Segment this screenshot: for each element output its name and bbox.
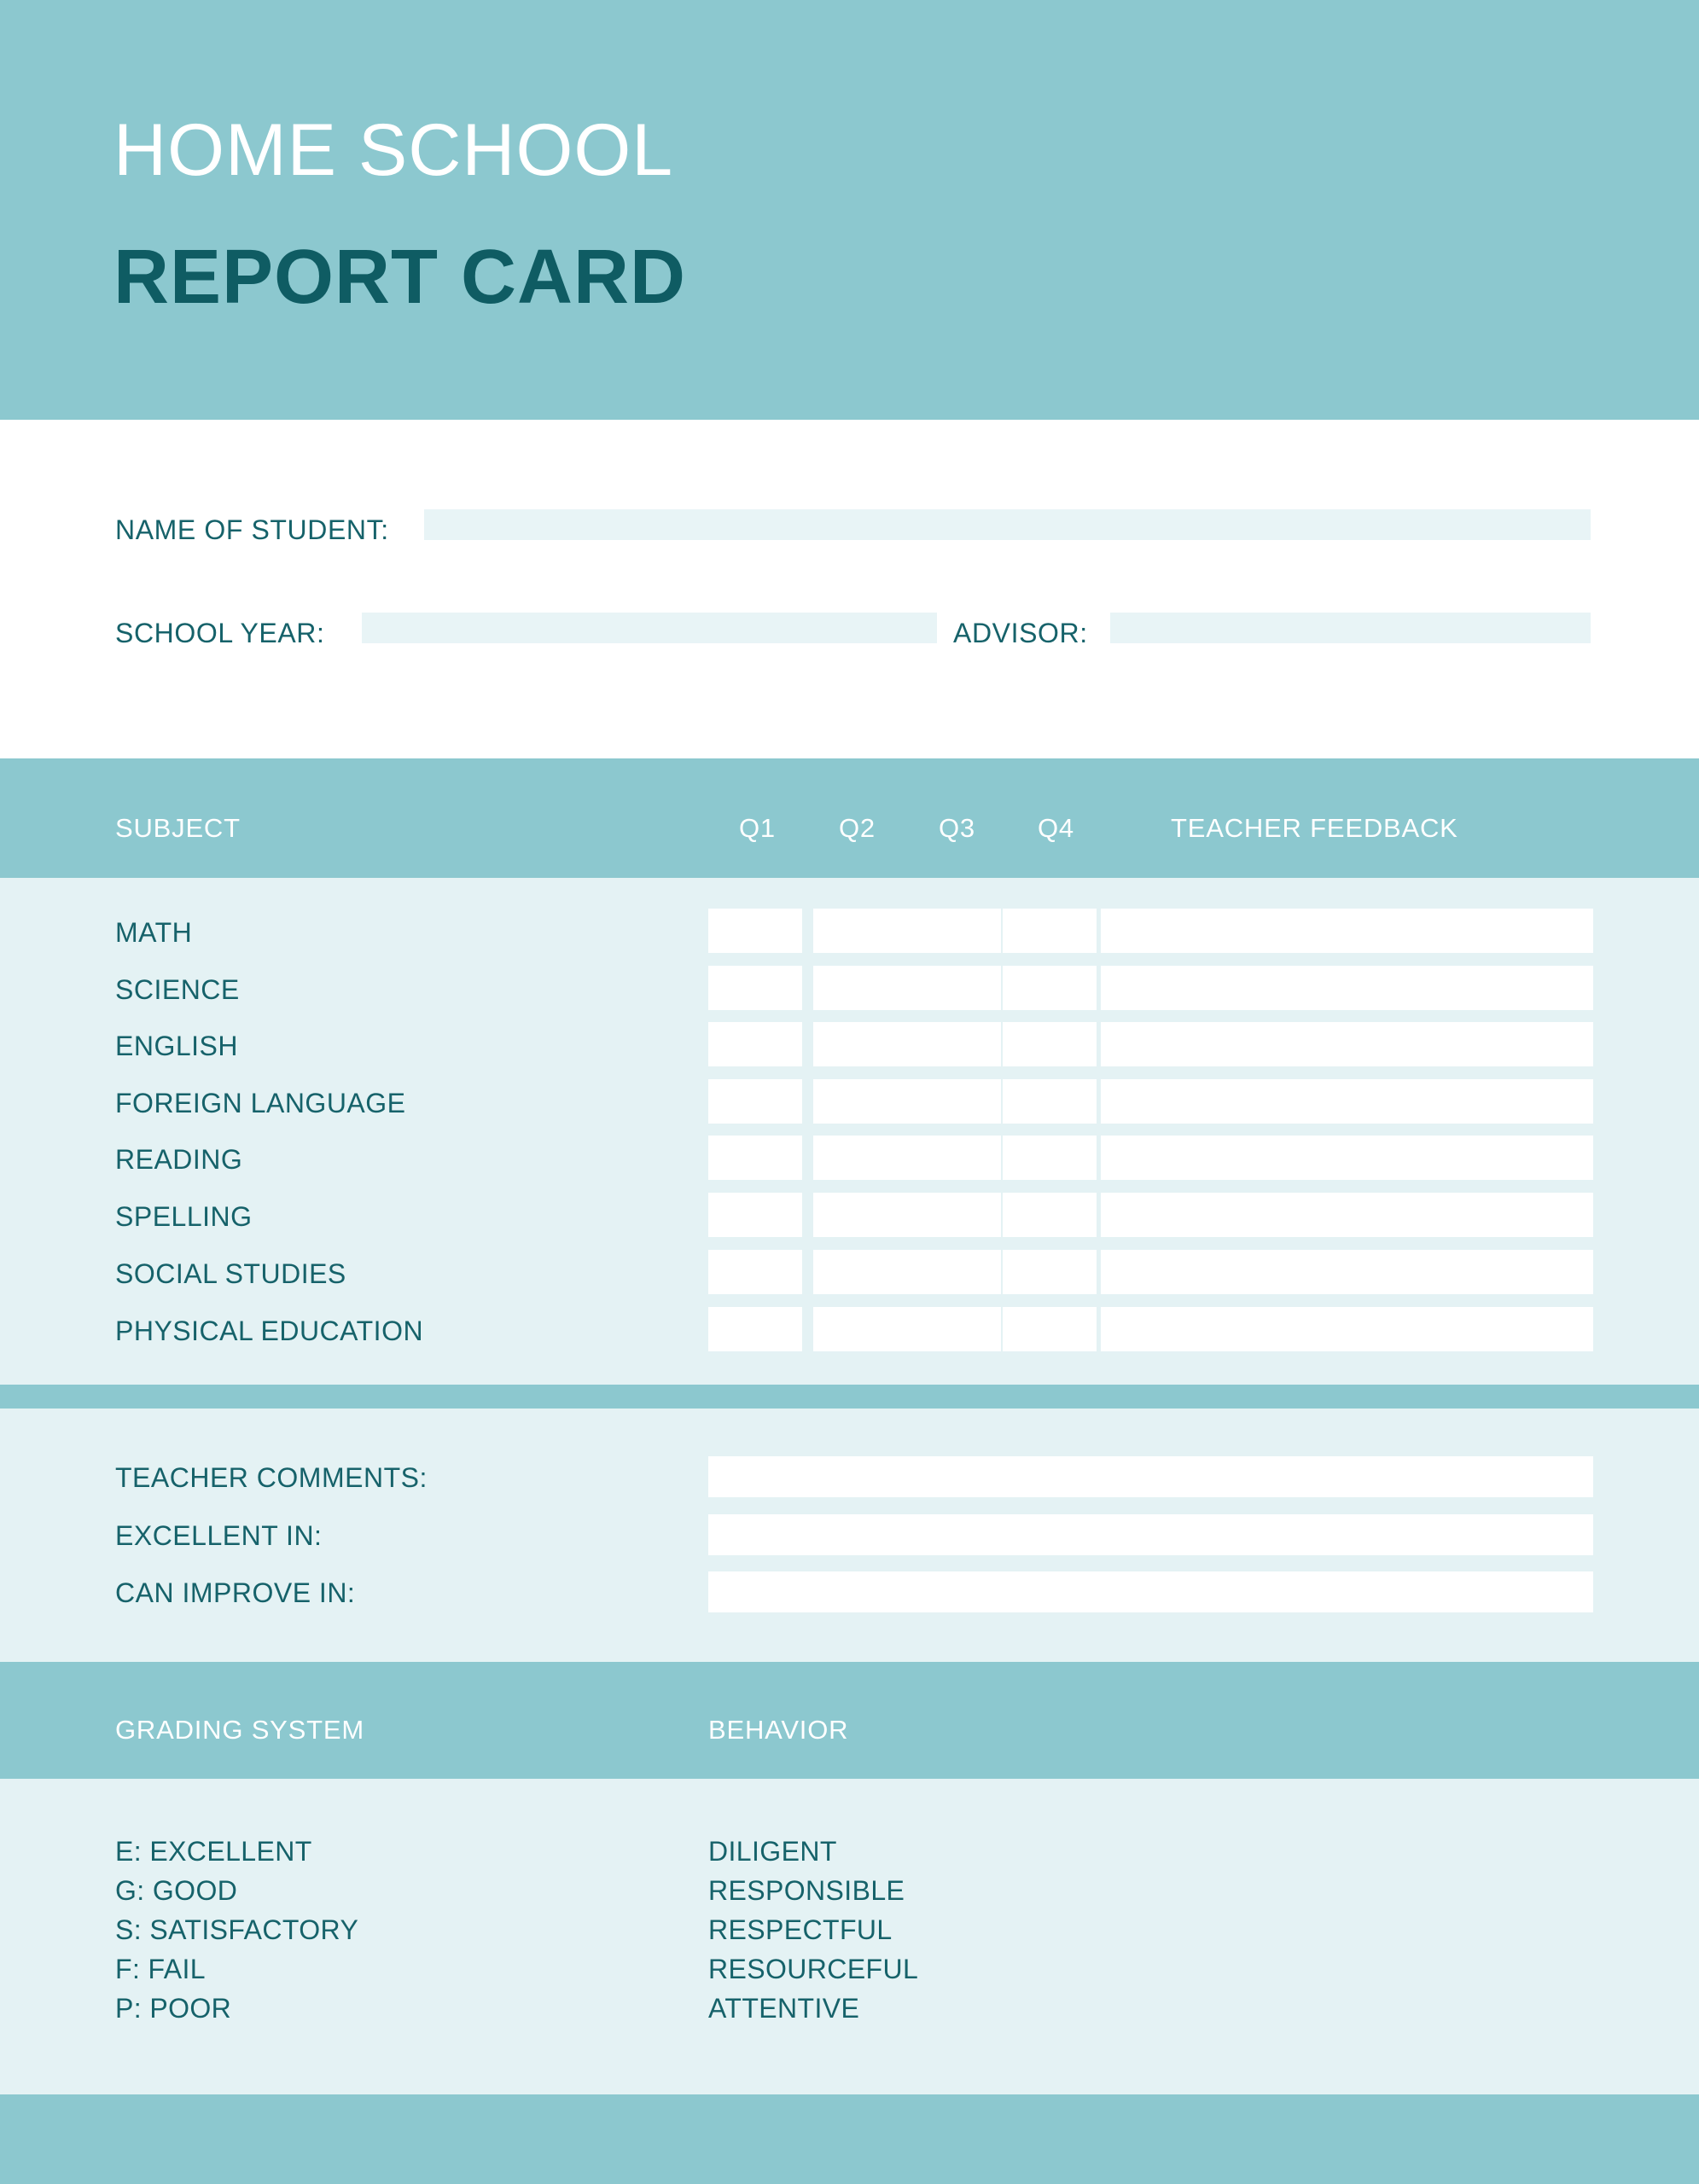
school-year-input[interactable]: [362, 613, 937, 643]
page-title-line1: HOME SCHOOL: [113, 109, 674, 191]
column-header-subject: SUBJECT: [115, 813, 241, 843]
grade-input-q1[interactable]: [708, 1193, 802, 1237]
teacher-feedback-input[interactable]: [1101, 1307, 1593, 1351]
column-header-q2: Q2: [839, 813, 876, 843]
page-title-line2: REPORT CARD: [113, 235, 687, 320]
teacher-feedback-input[interactable]: [1101, 1136, 1593, 1180]
grade-input-q3[interactable]: [907, 966, 1001, 1010]
can-improve-in-label: CAN IMPROVE IN:: [115, 1577, 356, 1608]
legend-body: [0, 1779, 1699, 2094]
grade-input-q2[interactable]: [813, 1307, 907, 1351]
grade-input-q1[interactable]: [708, 1022, 802, 1066]
advisor-label: ADVISOR:: [953, 618, 1088, 648]
subject-label: SCIENCE: [115, 974, 240, 1005]
grade-input-q2[interactable]: [813, 966, 907, 1010]
grades-table-header: [0, 758, 1699, 878]
comments-section: [0, 1409, 1699, 1662]
teacher-feedback-input[interactable]: [1101, 1250, 1593, 1294]
grading-system-list: [115, 1832, 358, 2028]
table-row: [0, 966, 1699, 1023]
column-header-q1: Q1: [739, 813, 776, 843]
grade-input-q4[interactable]: [1003, 1022, 1097, 1066]
behavior-title: BEHAVIOR: [708, 1715, 849, 1745]
list-item: RESPONSIBLE: [708, 1875, 905, 1906]
subject-label: FOREIGN LANGUAGE: [115, 1088, 406, 1118]
list-item: E: EXCELLENT: [115, 1836, 312, 1867]
table-row: [0, 909, 1699, 966]
grade-input-q1[interactable]: [708, 909, 802, 953]
teacher-comments-label: TEACHER COMMENTS:: [115, 1462, 428, 1493]
grade-input-q1[interactable]: [708, 1307, 802, 1351]
subject-label: ENGLISH: [115, 1031, 238, 1061]
subject-label: PHYSICAL EDUCATION: [115, 1316, 424, 1346]
grade-input-q3[interactable]: [907, 1022, 1001, 1066]
grade-input-q2[interactable]: [813, 1193, 907, 1237]
teacher-feedback-input[interactable]: [1101, 909, 1593, 953]
table-row: [0, 1250, 1699, 1307]
list-item: P: POOR: [115, 1993, 232, 2024]
grade-input-q2[interactable]: [813, 1250, 907, 1294]
grade-input-q4[interactable]: [1003, 1079, 1097, 1124]
grade-input-q3[interactable]: [907, 1193, 1001, 1237]
grade-input-q1[interactable]: [708, 1250, 802, 1294]
can-improve-in-input[interactable]: [708, 1571, 1593, 1612]
grade-input-q1[interactable]: [708, 966, 802, 1010]
list-item: G: GOOD: [115, 1875, 238, 1906]
grade-input-q3[interactable]: [907, 1079, 1001, 1124]
grade-input-q4[interactable]: [1003, 1193, 1097, 1237]
student-name-label: NAME OF STUDENT:: [115, 514, 389, 545]
grade-input-q2[interactable]: [813, 1136, 907, 1180]
table-row: [0, 1079, 1699, 1136]
subject-label: SOCIAL STUDIES: [115, 1258, 346, 1289]
grade-input-q4[interactable]: [1003, 1307, 1097, 1351]
grade-input-q4[interactable]: [1003, 1136, 1097, 1180]
subject-label: SPELLING: [115, 1201, 253, 1232]
grade-input-q4[interactable]: [1003, 909, 1097, 953]
grading-system-title: GRADING SYSTEM: [115, 1715, 364, 1745]
table-row: [0, 1136, 1699, 1193]
student-name-input[interactable]: [424, 509, 1591, 540]
subject-label: MATH: [115, 917, 193, 948]
teacher-feedback-input[interactable]: [1101, 966, 1593, 1010]
grade-input-q1[interactable]: [708, 1136, 802, 1180]
list-item: ATTENTIVE: [708, 1993, 860, 2024]
legend-header: [0, 1662, 1699, 1779]
school-year-label: SCHOOL YEAR:: [115, 618, 325, 648]
grade-input-q3[interactable]: [907, 909, 1001, 953]
excellent-in-label: EXCELLENT IN:: [115, 1520, 323, 1551]
grade-input-q4[interactable]: [1003, 966, 1097, 1010]
table-row: [0, 1307, 1699, 1364]
column-header-teacher-feedback: TEACHER FEEDBACK: [1171, 813, 1458, 843]
behavior-list: [708, 1832, 918, 2028]
student-info-section: [0, 420, 1699, 758]
list-item: RESPECTFUL: [708, 1914, 893, 1945]
column-header-q3: Q3: [939, 813, 975, 843]
grade-input-q3[interactable]: [907, 1250, 1001, 1294]
grade-input-q2[interactable]: [813, 909, 907, 953]
header-banner: [0, 0, 1699, 420]
grade-input-q3[interactable]: [907, 1136, 1001, 1180]
table-row: [0, 1022, 1699, 1079]
list-item: RESOURCEFUL: [708, 1954, 919, 1984]
grade-input-q2[interactable]: [813, 1022, 907, 1066]
advisor-input[interactable]: [1110, 613, 1591, 643]
grade-input-q3[interactable]: [907, 1307, 1001, 1351]
teacher-feedback-input[interactable]: [1101, 1193, 1593, 1237]
teacher-feedback-input[interactable]: [1101, 1022, 1593, 1066]
grades-table-body: [0, 878, 1699, 1385]
subject-label: READING: [115, 1144, 243, 1175]
table-row: [0, 1193, 1699, 1250]
list-item: S: SATISFACTORY: [115, 1914, 359, 1945]
teacher-comments-input[interactable]: [708, 1456, 1593, 1497]
list-item: F: FAIL: [115, 1954, 206, 1984]
footer-banner: [0, 2094, 1699, 2184]
teacher-feedback-input[interactable]: [1101, 1079, 1593, 1124]
list-item: DILIGENT: [708, 1836, 837, 1867]
grade-input-q2[interactable]: [813, 1079, 907, 1124]
section-divider: [0, 1385, 1699, 1409]
excellent-in-input[interactable]: [708, 1514, 1593, 1555]
grade-input-q4[interactable]: [1003, 1250, 1097, 1294]
grade-input-q1[interactable]: [708, 1079, 802, 1124]
column-header-q4: Q4: [1038, 813, 1074, 843]
